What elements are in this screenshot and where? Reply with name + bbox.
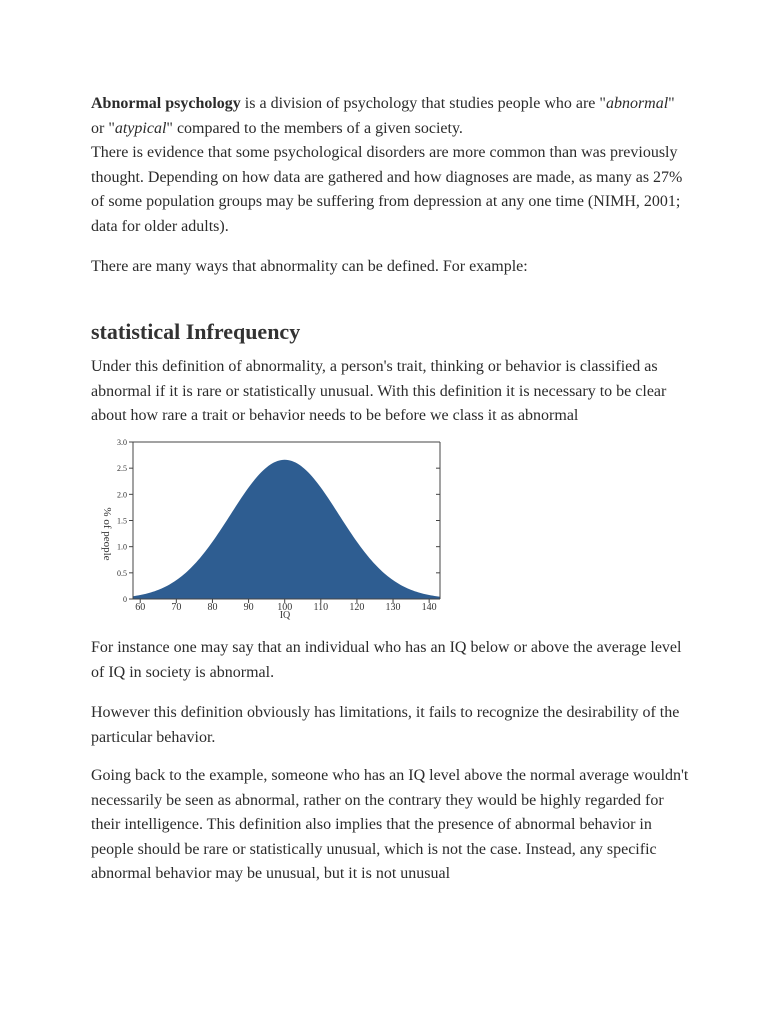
definition-paragraph: Under this definition of abnormality, a person's trait, thinking or behavior is classified as abnormal if it is rare or statistically unusual. With this definition it is necessary to be clear about how rare a trait or behavior needs to be before we class it as abnormal (91, 358, 667, 424)
x-tick-label: 130 (385, 602, 401, 613)
evidence-text: There is evidence that some psychological disorders are more common than was previously thought. Depending on how data are gathered and how diagnoses are made, as many as 27% of some population groups may be suffering from depression at any one time (NIMH, 2001; data for older adults). (91, 144, 683, 235)
y-tick-label: 1.0 (117, 542, 127, 552)
iq-example-paragraph: For instance one may say that an individual who has an IQ below or above the average level of IQ in society is abnormal. (91, 639, 682, 681)
y-tick-label: 2.5 (117, 464, 127, 474)
intro-connector: " or " (91, 95, 675, 137)
chart-y-axis-label: % of people (101, 507, 113, 561)
term-atypical: atypical (114, 119, 167, 137)
intro-paragraph: Abnormal psychology is a division of psychology that studies people who are "abnormal" or "atypical" compared to the members of a given society. There is evidence that some psychological disorders are more common than was previously thought. Depending on how data are gathered and how diagnoses are made, as many as 27% of some population groups may be suffering from depression at any one time (NIMH, 2001; data for older adults). (91, 95, 683, 235)
x-tick-label: 60 (135, 602, 146, 613)
y-tick-label: 2.0 (117, 490, 127, 500)
intro-text: is a division of psychology that studies people who are (240, 95, 600, 112)
x-tick-label: 80 (207, 602, 218, 613)
x-tick-label: 70 (171, 602, 182, 613)
intro-ending: " compared to the members of a given society. (166, 119, 463, 137)
term-abnormal-psychology: Abnormal psychology (91, 95, 241, 112)
term-abnormal: abnormal (605, 95, 669, 112)
y-tick-label: 3.0 (117, 438, 127, 447)
chart-x-axis-label: IQ (279, 610, 291, 621)
y-tick-label: 1.5 (117, 516, 127, 526)
iq-distribution-chart (88, 436, 448, 622)
y-tick-label: 0 (123, 595, 127, 604)
going-back-paragraph: Going back to the example, someone who has an IQ level above the normal average wouldn't necessarily be seen as abnormal, rather on the contrary they would be highly regarded for their intelligence. This definition also implies that the presence of abnormal behavior in people should be rare or statistically unusual, which is not the case. Instead, any specific abnormal behavior may be unusual, but it is not unusual (91, 767, 689, 882)
x-tick-label: 100 (277, 602, 293, 613)
limitations-paragraph: However this definition obviously has limitations, it fails to recognize the desirability of the particular behavior. (91, 704, 680, 746)
bell-curve-area (133, 460, 440, 599)
section-heading: statistical Infrequency (91, 319, 301, 344)
x-tick-label: 120 (349, 602, 365, 613)
chart-plot-area (117, 438, 440, 613)
ways-paragraph: There are many ways that abnormality can be defined. For example: (91, 258, 528, 275)
x-tick-label: 90 (243, 602, 254, 613)
x-tick-label: 110 (313, 602, 329, 613)
y-tick-label: 0.5 (117, 568, 127, 578)
x-tick-label: 140 (421, 602, 437, 613)
